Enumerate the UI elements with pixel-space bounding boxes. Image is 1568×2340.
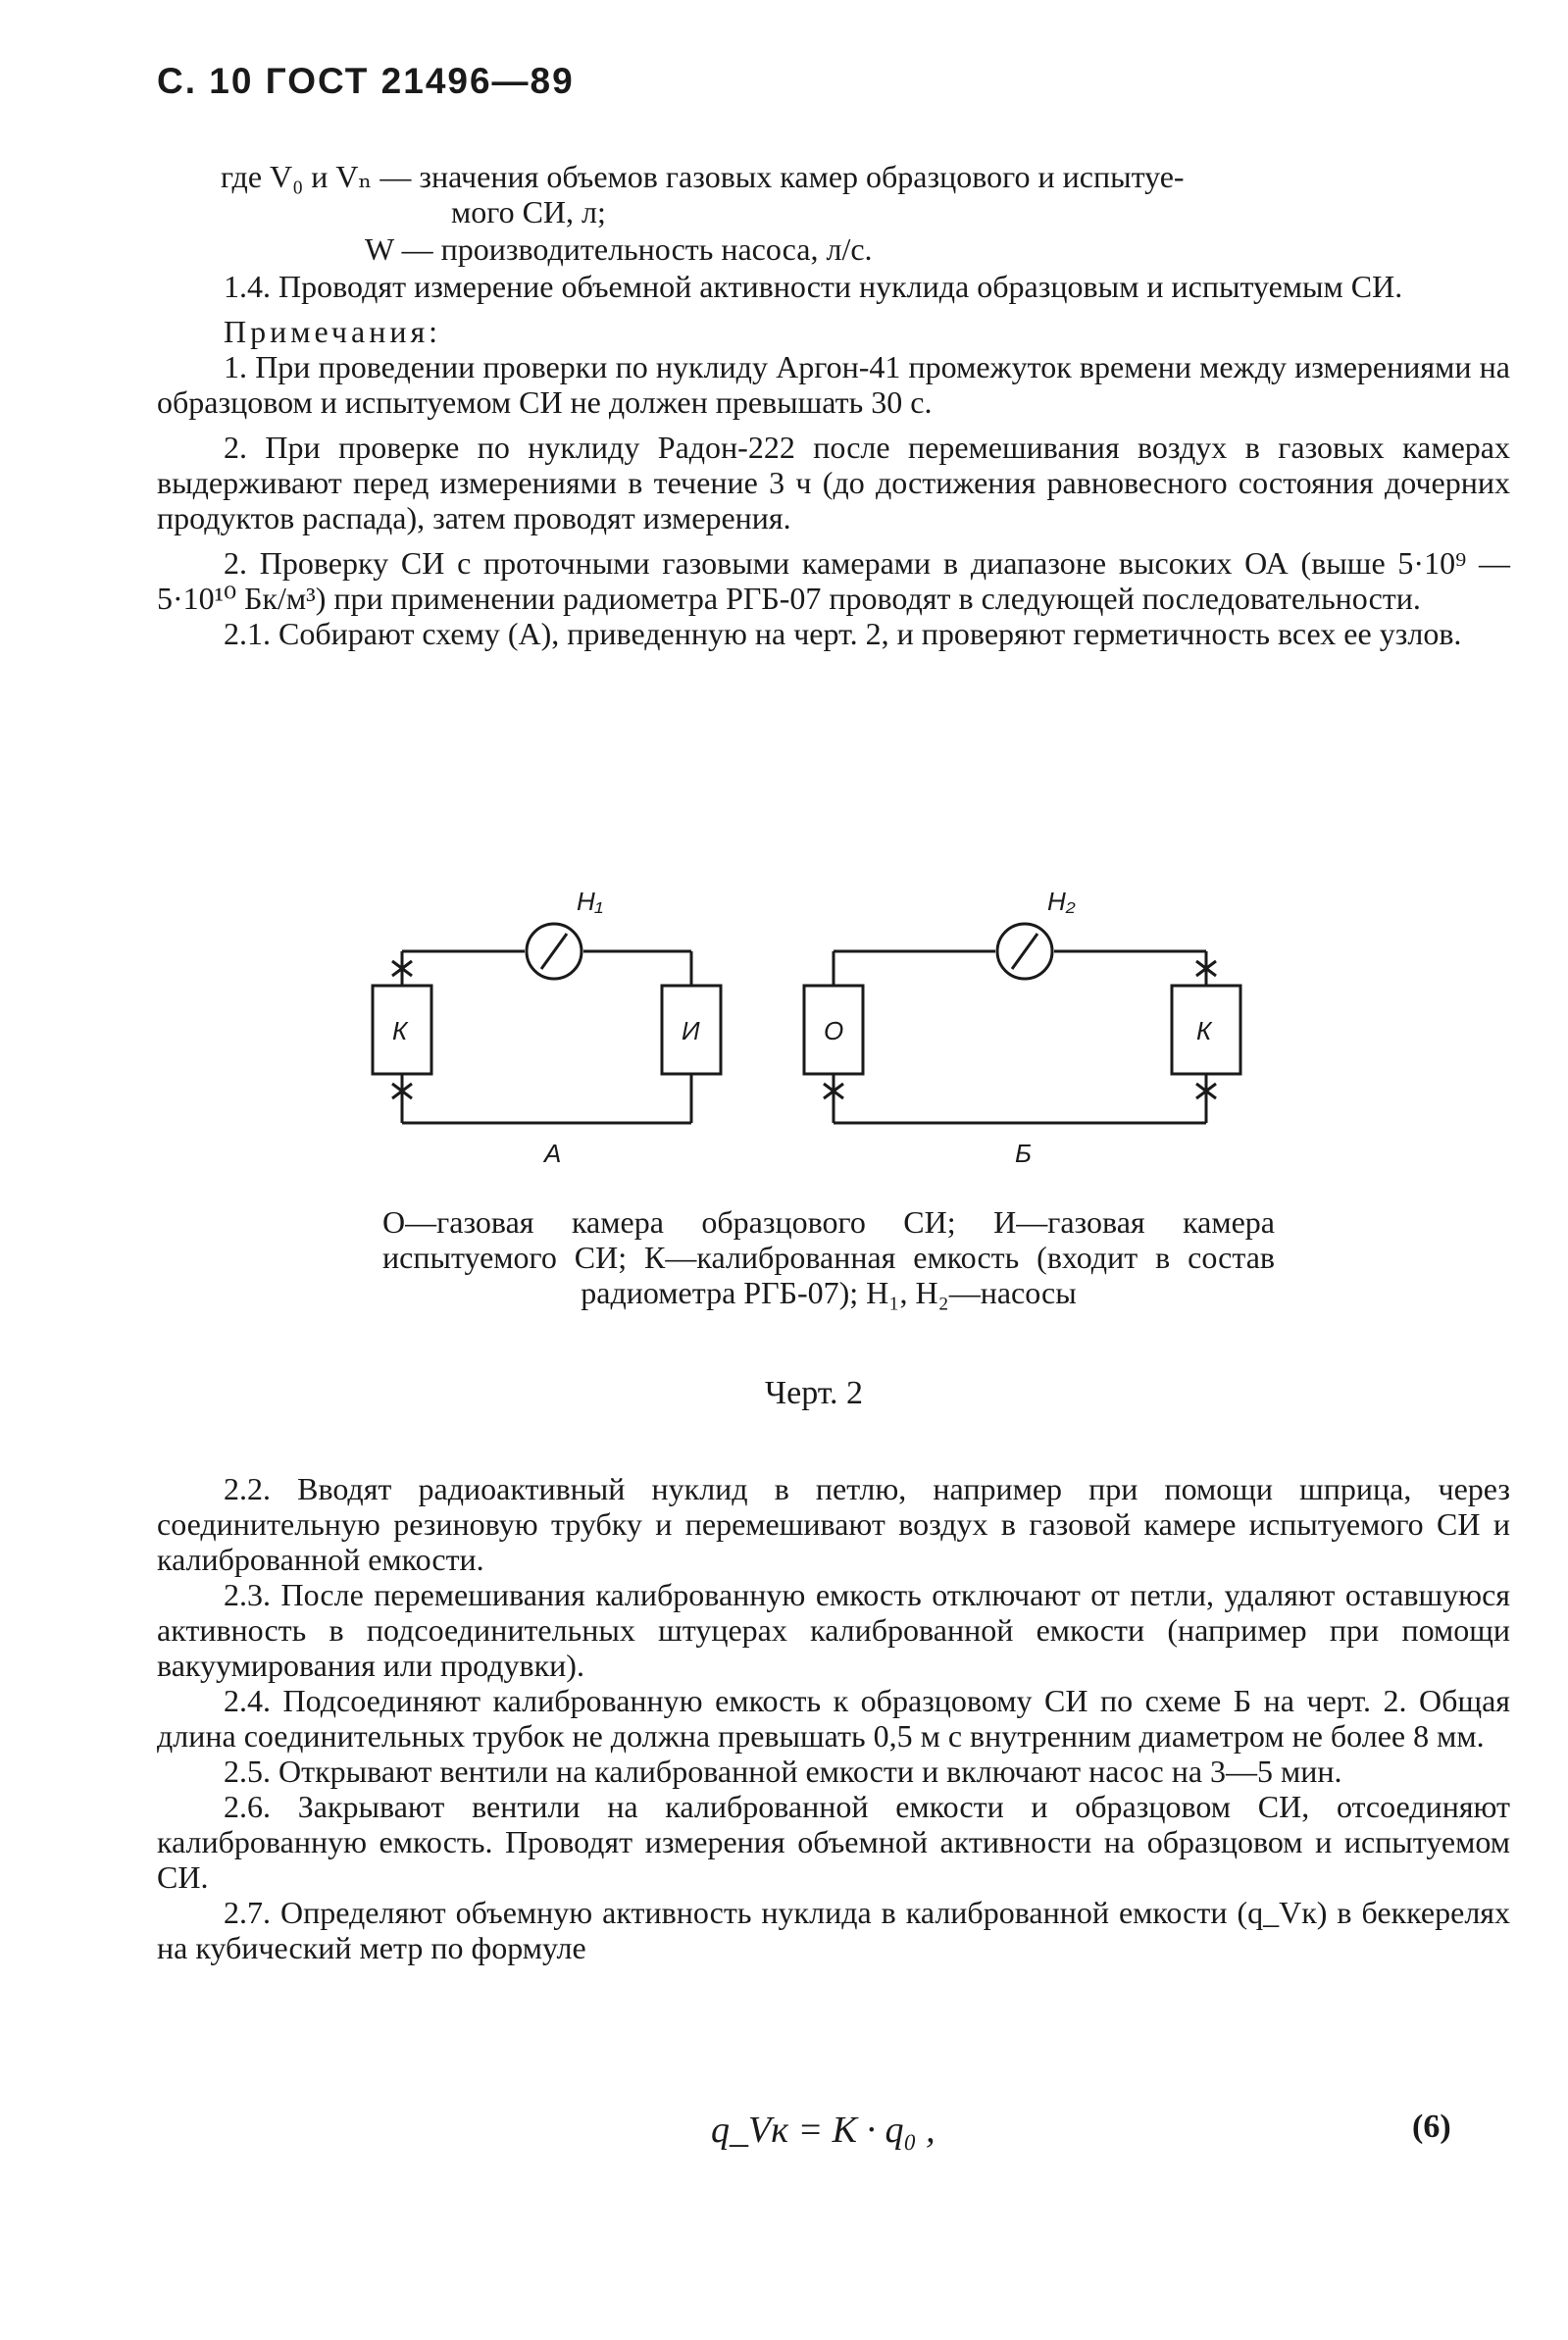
paragraph-2-2: 2.2. Вводят радиоактивный нуклид в петлю, например при помощи шприца, через соединительную резиновую трубку и перемешивают воздух в газовой камере испытуемого СИ и калиброванной емкости.: [157, 1471, 1510, 1577]
box-b-left-label: О: [824, 1016, 844, 1045]
paragraph-2-6: 2.6. Закрывают вентили на калиброванной емкости и образцовом СИ, отсоединяют калиброванную емкость. Проводят измерения объемной активности на образцовом и испытуемом СИ.: [157, 1789, 1510, 1895]
paragraph-1-4: 1.4. Проводят измерение объемной активности нуклида образцовым и испытуемым СИ.: [224, 269, 1403, 304]
box-a-left-label: К: [392, 1016, 408, 1045]
pump-2-label: H₂: [1047, 887, 1076, 916]
paragraph-2-1: 2.1. Собирают схему (А), приведенную на черт. 2, и проверяют герметичность всех ее узлов.: [224, 616, 1462, 651]
paragraph-2-4: 2.4. Подсоединяют калиброванную емкость к образцовому СИ по схеме Б на черт. 2. Общая длина соединительных трубок не должна превышать 0,5 м с внутренним диаметром не более 8 мм.: [157, 1683, 1510, 1754]
paragraph-2: 2. Проверку СИ с проточными газовыми камерами в диапазоне высоких ОА (выше 5·10⁹ — 5·10¹⁰ Бк/м³) при применении радиометра РГБ-07 проводят в следующей последовательности.: [157, 545, 1510, 616]
where-line-1: где V₀ и Vₙ — значения объемов газовых камер образцового и испытуе-: [221, 159, 1185, 194]
page-header: С. 10 ГОСТ 21496—89: [157, 61, 575, 101]
lower-text-block: [157, 1471, 1510, 1965]
paragraph-2-3: 2.3. После перемешивания калиброванную емкость отключают от петли, удаляют оставшуюся активность в подсоединительных штуцерах калиброванной емкости (например при помощи вакуумирования или продувки).: [157, 1577, 1510, 1683]
pump-1-label: H₁: [577, 887, 603, 916]
pump-b-slash: [1012, 934, 1037, 969]
formula-6: q_Vк = K · q₀ ,: [711, 2110, 936, 2151]
where-line-2: мого СИ, л;: [451, 194, 606, 229]
figure-caption: О—газовая камера образцового СИ; И—газовая камера испытуемого СИ; К—калиброванная емкость (входит в состав радиометра РГБ-07); H₁, H₂—насосы: [382, 1204, 1275, 1310]
pump-a-slash: [541, 934, 567, 969]
notes-title: Примечания:: [224, 314, 442, 349]
scheme-a-label: А: [544, 1139, 562, 1167]
schematic-svg: [353, 863, 1255, 1167]
figure-label: Черт. 2: [765, 1375, 864, 1411]
note-1: 1. При проведении проверки по нуклиду Аргон-41 промежуток времени между измерениями на образцовом и испытуемом СИ не должен превышать 30 с.: [157, 349, 1510, 420]
scheme-b-label: Б: [1015, 1139, 1032, 1167]
note-2: 2. При проверке по нуклиду Радон-222 после перемешивания воздух в газовых камерах выдерживают перед измерениями в течение 3 ч (до достижения равновесного состояния дочерних продуктов распада), затем проводят измерения.: [157, 430, 1510, 535]
formula-number: (6): [1412, 2109, 1451, 2145]
schematic-diagram: [353, 863, 1255, 1167]
paragraph-2-7: 2.7. Определяют объемную активность нуклида в калиброванной емкости (q_Vк) в беккерелях на кубический метр по формуле: [157, 1895, 1510, 1965]
paragraph-2-5: 2.5. Открывают вентили на калиброванной емкости и включают насос на 3—5 мин.: [224, 1754, 1342, 1789]
upper-text-block: [157, 269, 1510, 651]
where-line-3: W — производительность насоса, л/с.: [365, 231, 873, 267]
box-b-right-label: К: [1196, 1016, 1212, 1045]
box-a-right-label: И: [682, 1016, 700, 1045]
